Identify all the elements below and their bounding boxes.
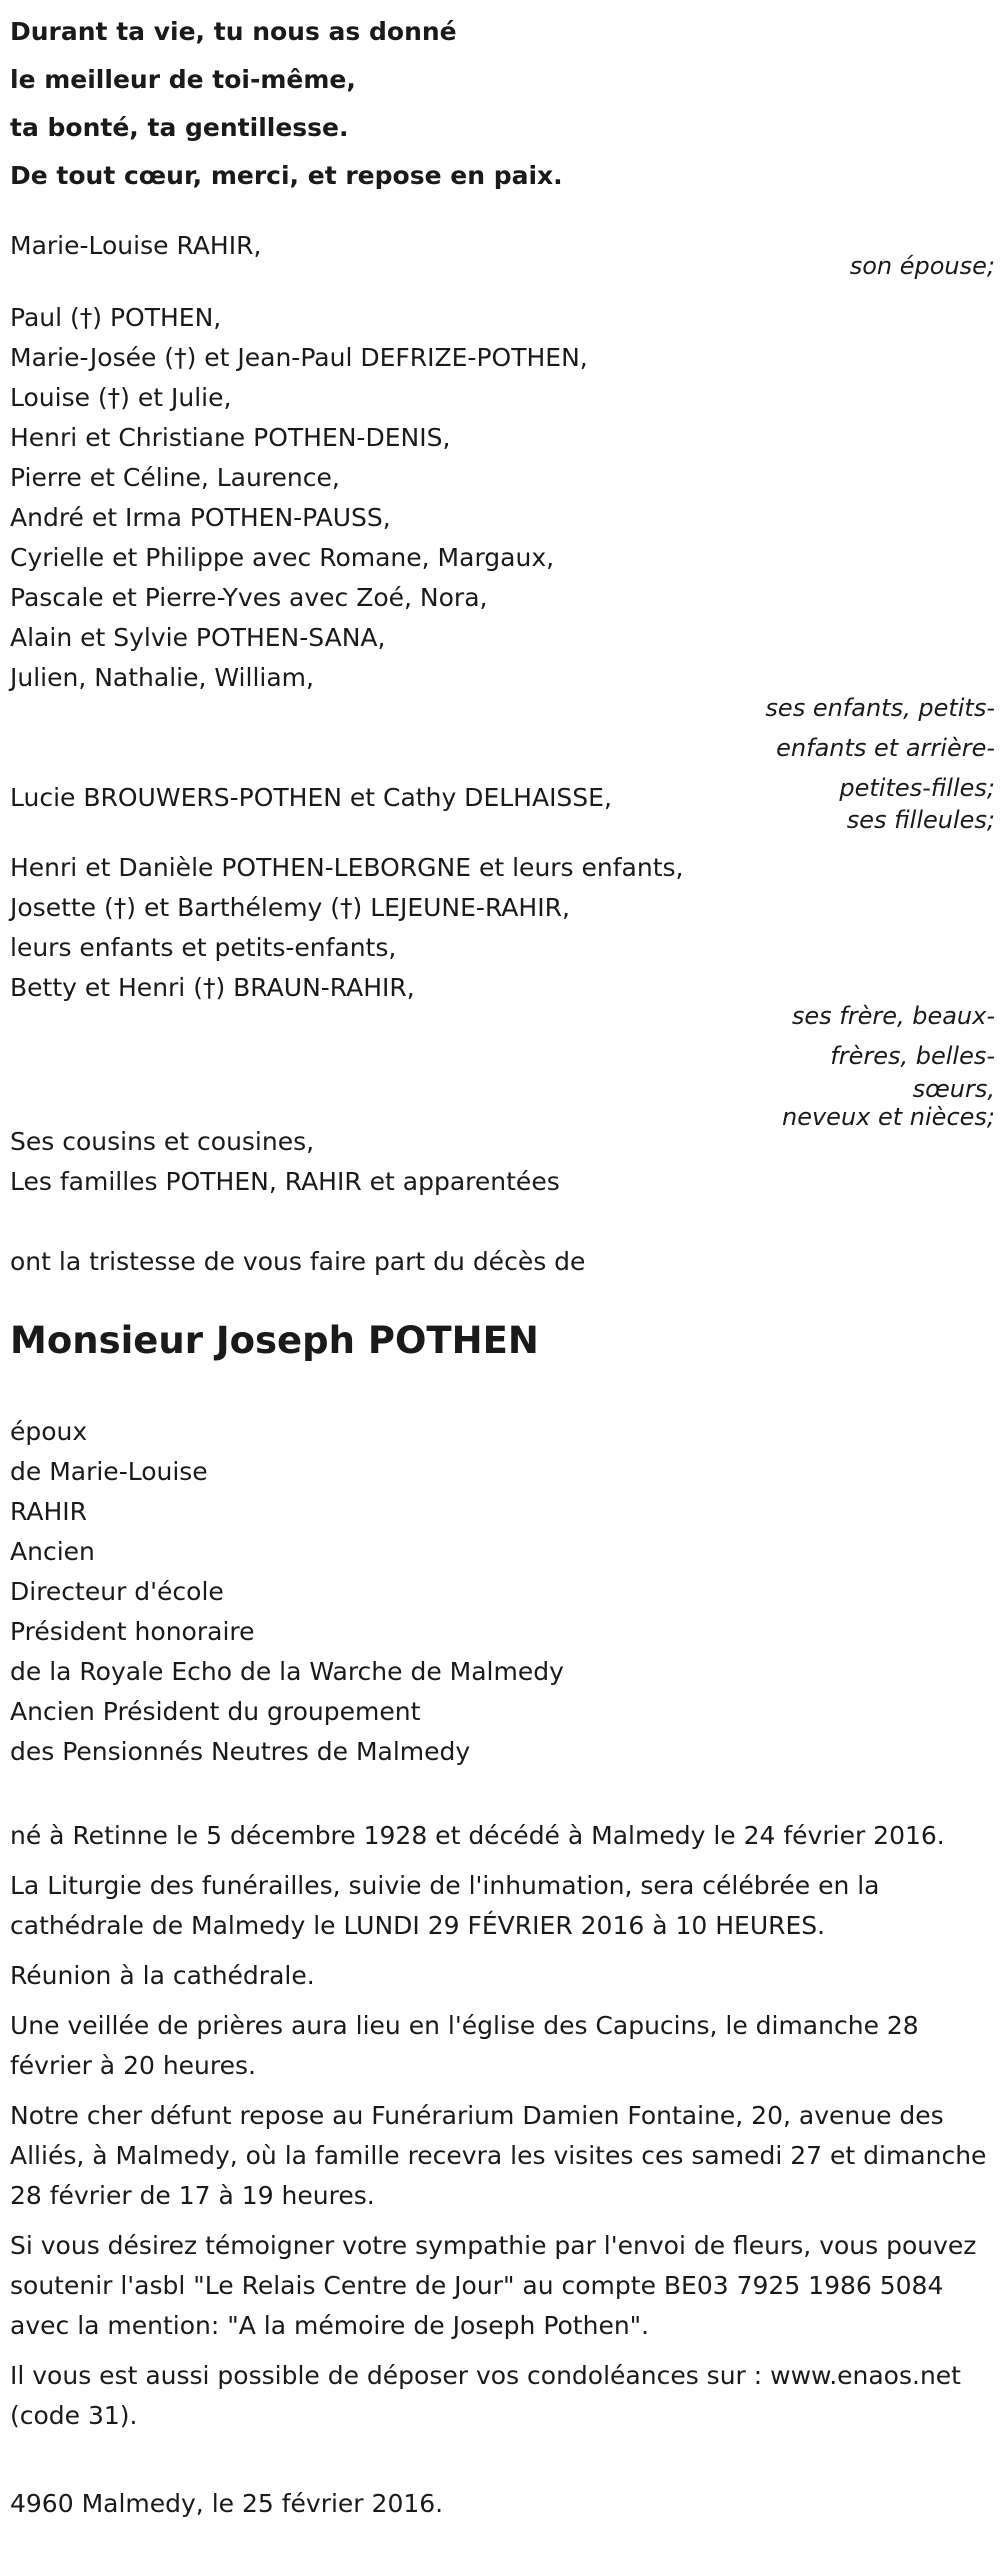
siblings-block xyxy=(10,848,995,1131)
family-line: Betty et Henri (†) BRAUN-RAHIR, xyxy=(10,973,415,1002)
children-list xyxy=(10,298,995,698)
poem-line: le meilleur de toi-même, xyxy=(10,65,356,94)
family-line: Pierre et Céline, Laurence, xyxy=(10,463,340,492)
family-line: Marie-Josée (†) et Jean-Paul DEFRIZE-POTHEN, xyxy=(10,343,588,372)
titles-block xyxy=(10,1412,995,1772)
family-line: Louise (†) et Julie, xyxy=(10,383,232,412)
details-paragraph: Il vous est aussi possible de déposer vos condoléances sur : www.enaos.net (code 31). xyxy=(10,2361,961,2430)
siblings-role xyxy=(695,996,995,1132)
poem xyxy=(10,8,995,200)
details-paragraph: né à Retinne le 5 décembre 1928 et décédé à Malmedy le 24 février 2016. xyxy=(10,1821,945,1850)
cousins-line: Les familles POTHEN, RAHIR et apparentées xyxy=(10,1167,560,1196)
title-line: de Marie-Louise xyxy=(10,1457,208,1486)
spouse-role: son épouse; xyxy=(849,252,995,280)
title-line: Ancien xyxy=(10,1537,95,1566)
family-line: Josette (†) et Barthélemy (†) LEJEUNE-RAHIR, xyxy=(10,893,570,922)
siblings-list xyxy=(10,848,995,1008)
details-paragraph: Notre cher défunt repose au Funérarium Damien Fontaine, 20, avenue des Alliés, à Malmedy, où la famille recevra les visites ces samedi 27 et dimanche 28 février de 17 à 19 heures. xyxy=(10,2101,987,2210)
closing-place-date: 4960 Malmedy, le 25 février 2016. xyxy=(10,2489,444,2518)
deceased-name: Monsieur Joseph POTHEN xyxy=(10,1319,539,1362)
obituary-page xyxy=(10,0,995,2524)
godchildren-role: ses filleules; xyxy=(846,806,995,834)
role-line: sœurs, xyxy=(912,1075,995,1103)
poem-line: ta bonté, ta gentillesse. xyxy=(10,113,349,142)
announcement: ont la tristesse de vous faire part du décès de xyxy=(10,1247,586,1276)
role-line: neveux et nièces; xyxy=(782,1103,995,1131)
title-line: des Pensionnés Neutres de Malmedy xyxy=(10,1737,471,1766)
title-line: de la Royale Echo de la Warche de Malmedy xyxy=(10,1657,564,1686)
role-line: ses frère, beaux- xyxy=(791,1002,995,1030)
family-line: leurs enfants et petits-enfants, xyxy=(10,933,397,962)
poem-line: Durant ta vie, tu nous as donné xyxy=(10,17,457,46)
details-paragraph: La Liturgie des funérailles, suivie de l'inhumation, sera célébrée en la cathédrale de Malmedy le LUNDI 29 FÉVRIER 2016 à 10 HEURES. xyxy=(10,1871,880,1940)
poem-line: De tout cœur, merci, et repose en paix. xyxy=(10,161,563,190)
godchildren-block xyxy=(10,778,995,848)
cousins-line: Ses cousins et cousines, xyxy=(10,1127,315,1156)
spouse-name: Marie-Louise RAHIR, xyxy=(10,231,262,260)
family-line: Paul (†) POTHEN, xyxy=(10,303,222,332)
role-line: ses enfants, petits- xyxy=(765,694,995,722)
title-line: époux xyxy=(10,1417,88,1446)
family-line: Pascale et Pierre-Yves avec Zoé, Nora, xyxy=(10,583,488,612)
godchildren-line: Lucie BROUWERS-POTHEN et Cathy DELHAISSE, xyxy=(10,783,612,812)
title-line: Président honoraire xyxy=(10,1617,255,1646)
details-paragraph: Une veillée de prières aura lieu en l'église des Capucins, le dimanche 28 février à 20 heures. xyxy=(10,2011,919,2080)
details-paragraph: Si vous désirez témoigner votre sympathie par l'envoi de fleurs, vous pouvez soutenir l'asbl "Le Relais Centre de Jour" au compte BE03 7925 1986 5084 avec la mention: "A la mémoire de Joseph Pothen". xyxy=(10,2231,977,2340)
title-line: RAHIR xyxy=(10,1497,88,1526)
details-block xyxy=(10,1816,995,2436)
title-line: Ancien Président du groupement xyxy=(10,1697,421,1726)
spouse-block xyxy=(10,226,995,306)
family-line: Julien, Nathalie, William, xyxy=(10,663,314,692)
role-line: frères, belles- xyxy=(830,1042,995,1070)
role-line: petites-filles; xyxy=(839,774,995,802)
cousins-block xyxy=(10,1122,995,1202)
family-line: Alain et Sylvie POTHEN-SANA, xyxy=(10,623,386,652)
family-line: Cyrielle et Philippe avec Romane, Margaux, xyxy=(10,543,555,572)
role-line: enfants et arrière- xyxy=(776,734,995,762)
details-paragraph: Réunion à la cathédrale. xyxy=(10,1961,315,1990)
family-line: Henri et Danièle POTHEN-LEBORGNE et leurs enfants, xyxy=(10,853,684,882)
family-line: Henri et Christiane POTHEN-DENIS, xyxy=(10,423,451,452)
family-line: André et Irma POTHEN-PAUSS, xyxy=(10,503,391,532)
title-line: Directeur d'école xyxy=(10,1577,224,1606)
